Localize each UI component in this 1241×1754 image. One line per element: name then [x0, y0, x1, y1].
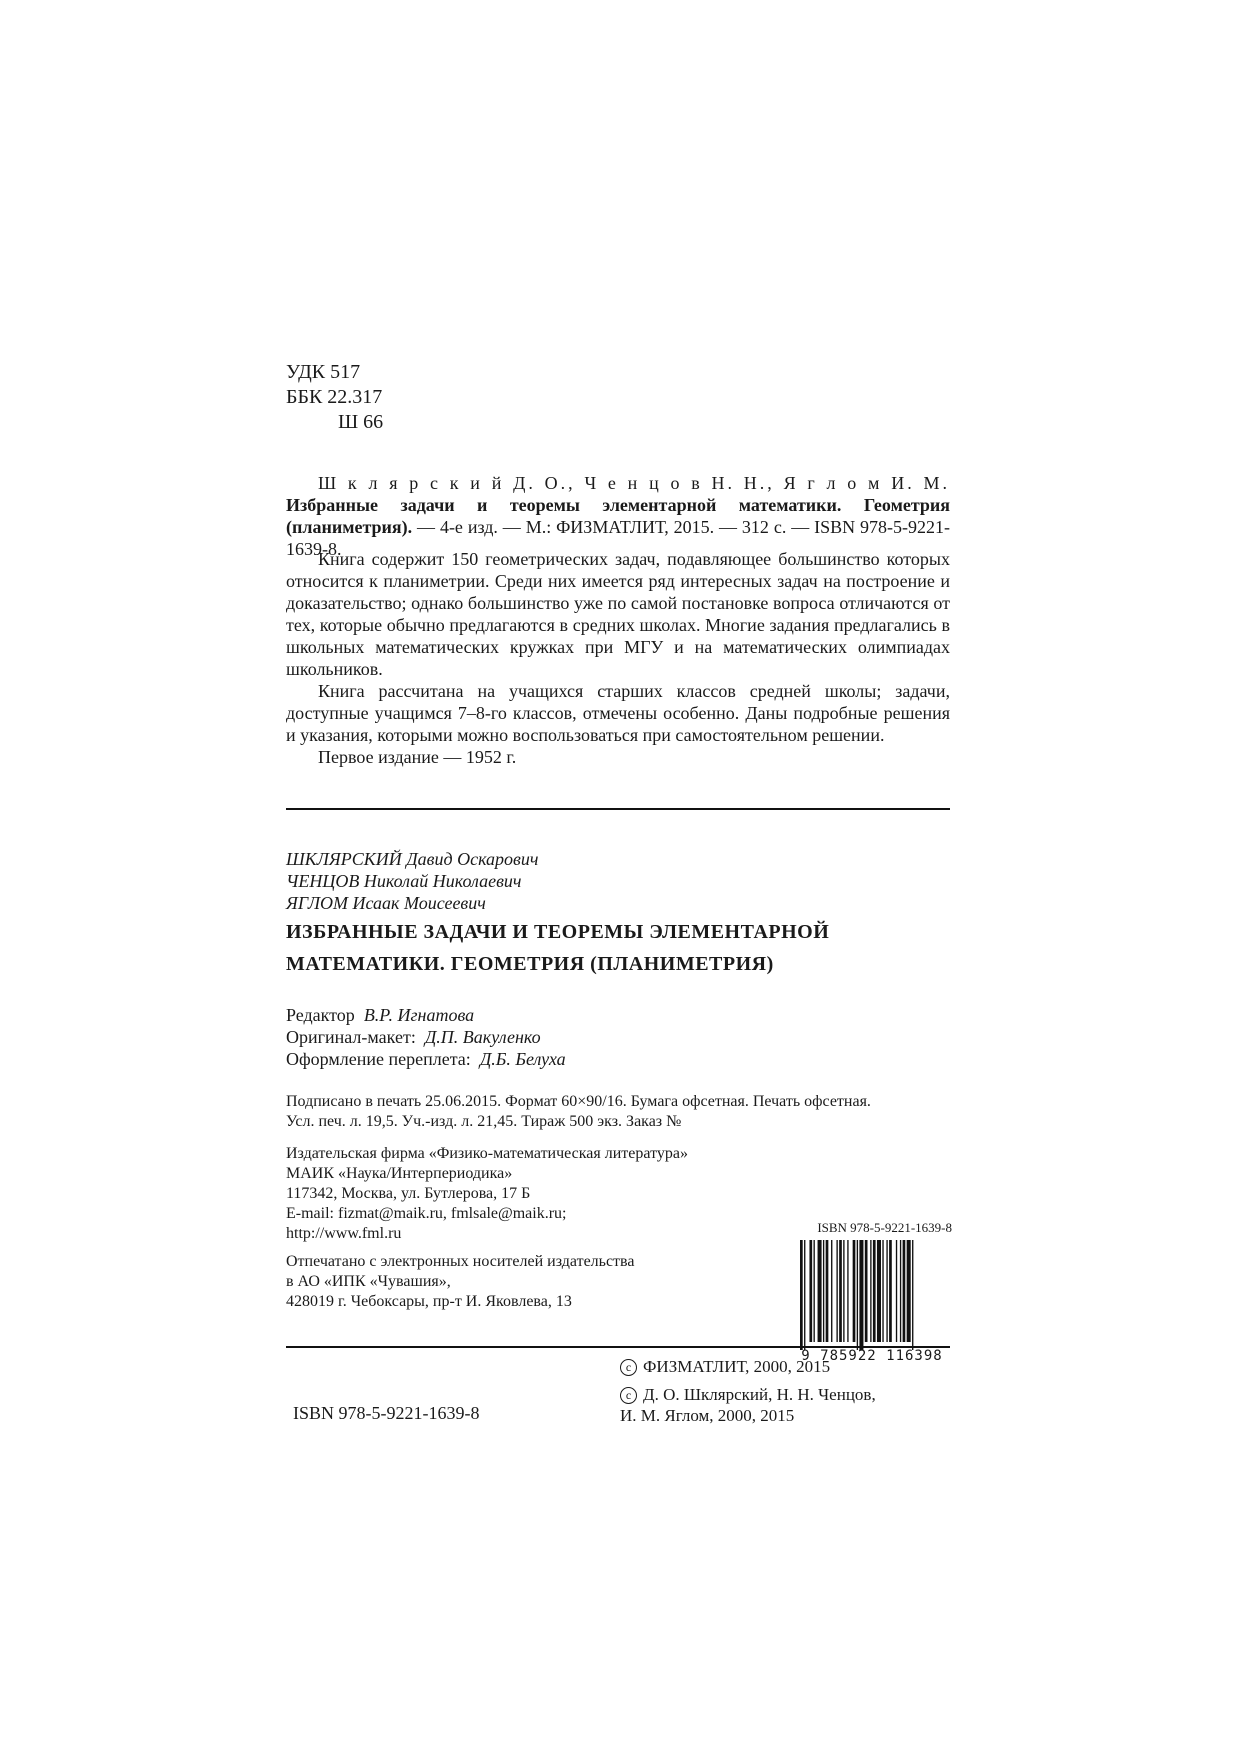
copyright-authors — [620, 1384, 876, 1405]
authors-full-list — [286, 848, 538, 914]
author-1 — [286, 848, 538, 870]
print-details-line-2: Усл. печ. л. 19,5. Уч.-изд. л. 21,45. Тираж 500 экз. Заказ № — [286, 1113, 682, 1130]
copyright-publisher — [620, 1356, 876, 1377]
author-3-surname: ЯГЛОМ — [286, 893, 349, 913]
publisher-line-1: Издательская фирма «Физико-математическая литература» — [286, 1145, 688, 1162]
publisher-line-2: МАИК «Наука/Интерпериодика» — [286, 1165, 513, 1182]
copyright-publisher-text: ФИЗМАТЛИТ, 2000, 2015 — [643, 1357, 831, 1376]
divider-top — [286, 808, 950, 810]
citation-title: Избранные задачи и теоремы элементарной математики. Геометрия (планиметрия). — [286, 495, 950, 537]
copyright-authors-line-2: И. М. Яглом, 2000, 2015 — [620, 1406, 795, 1425]
citation-authors: Ш к л я р с к и й Д. О., Ч е н ц о в Н. Н., Я г л о м И. М. — [318, 473, 950, 493]
publisher-address: 117342, Москва, ул. Бутлерова, 17 Б — [286, 1185, 531, 1202]
bbk-code: ББК 22.317 — [286, 386, 383, 408]
citation-edition: — 4-е изд. — М.: ФИЗМАТЛИТ, 2015. — 312 с. — ISBN 978-5-9221-1639-8. — [286, 517, 950, 559]
print-details — [286, 1092, 871, 1132]
printer-line-2: в АО «ИПК «Чувашия», — [286, 1273, 451, 1290]
copyright-authors-line-1: Д. О. Шклярский, Н. Н. Ченцов, — [643, 1385, 876, 1404]
barcode-icon — [792, 1240, 952, 1350]
credit-editor-name: В.Р. Игнатова — [363, 1005, 475, 1025]
citation — [286, 472, 950, 560]
author-1-given: Давид Оскарович — [406, 849, 539, 869]
printer-line-3: 428019 г. Чебоксары, пр-т И. Яковлева, 13 — [286, 1293, 572, 1310]
credits-block — [286, 1004, 566, 1070]
publisher-website: http://www.fml.ru — [286, 1225, 402, 1242]
barcode-digits: 9 785922 116398 — [801, 1348, 943, 1364]
credit-layout-role: Оригинал-макет: — [286, 1027, 416, 1047]
publisher-block — [286, 1144, 688, 1244]
credit-cover-role: Оформление переплета: — [286, 1049, 471, 1069]
author-1-surname: ШКЛЯРСКИЙ — [286, 849, 402, 869]
abstract-paragraph-1: Книга содержит 150 геометрических задач, подавляющее большинство которых относится к планиметрии. Среди них имеется ряд интересных задач на построение и доказательство; однако большинство уже по самой постановке вопроса отличаются от тех, которые обычно предлагаются в средних школах. Многие задания предлагались в школьных математических кружках при МГУ и на математических олимпиадах школьников. — [286, 549, 950, 679]
isbn-barcode — [792, 1220, 952, 1364]
author-3-given: Исаак Моисеевич — [352, 893, 486, 913]
credit-editor — [286, 1004, 566, 1026]
udk-code: УДК 517 — [286, 361, 361, 383]
author-mark: Ш 66 — [338, 411, 384, 433]
printer-block — [286, 1252, 635, 1312]
citation-block — [286, 472, 950, 560]
abstract-block — [286, 548, 950, 768]
print-details-line-1: Подписано в печать 25.06.2015. Формат 60×90/16. Бумага офсетная. Печать офсетная. — [286, 1093, 871, 1110]
abstract-paragraph-2: Книга рассчитана на учащихся старших классов средней школы; задачи, доступные учащимся 7–8-го классов, отмечены особенно. Даны подробные решения и указания, которыми можно воспользоваться при самостоятельном решении. — [286, 681, 950, 745]
credit-layout-name: Д.П. Вакуленко — [424, 1027, 541, 1047]
credit-cover-name: Д.Б. Белуха — [479, 1049, 566, 1069]
divider-bottom — [286, 1346, 950, 1348]
book-title-line-1: ИЗБРАННЫЕ ЗАДАЧИ И ТЕОРЕМЫ ЭЛЕМЕНТАРНОЙ — [286, 921, 830, 943]
book-title — [286, 916, 829, 980]
author-2-surname: ЧЕНЦОВ — [286, 871, 360, 891]
credit-editor-role: Редактор — [286, 1005, 355, 1025]
credit-layout — [286, 1026, 566, 1048]
first-edition-note: Первое издание — 1952 г. — [318, 747, 517, 767]
barcode-isbn-label: ISBN 978-5-9221-1639-8 — [817, 1220, 952, 1235]
credit-cover — [286, 1048, 566, 1070]
author-2 — [286, 870, 538, 892]
classification-block — [286, 360, 383, 435]
author-3 — [286, 892, 538, 914]
copyright-icon: c — [620, 1359, 637, 1376]
printer-line-1: Отпечатано с электронных носителей издательства — [286, 1253, 635, 1270]
book-title-line-2: МАТЕМАТИКИ. ГЕОМЕТРИЯ (ПЛАНИМЕТРИЯ) — [286, 953, 774, 975]
bottom-isbn: ISBN 978-5-9221-1639-8 — [293, 1403, 480, 1423]
author-2-given: Николай Николаевич — [363, 871, 522, 891]
copyright-block — [620, 1356, 876, 1426]
copyright-icon: c — [620, 1387, 637, 1404]
publisher-email: E-mail: fizmat@maik.ru, fmlsale@maik.ru; — [286, 1205, 567, 1222]
